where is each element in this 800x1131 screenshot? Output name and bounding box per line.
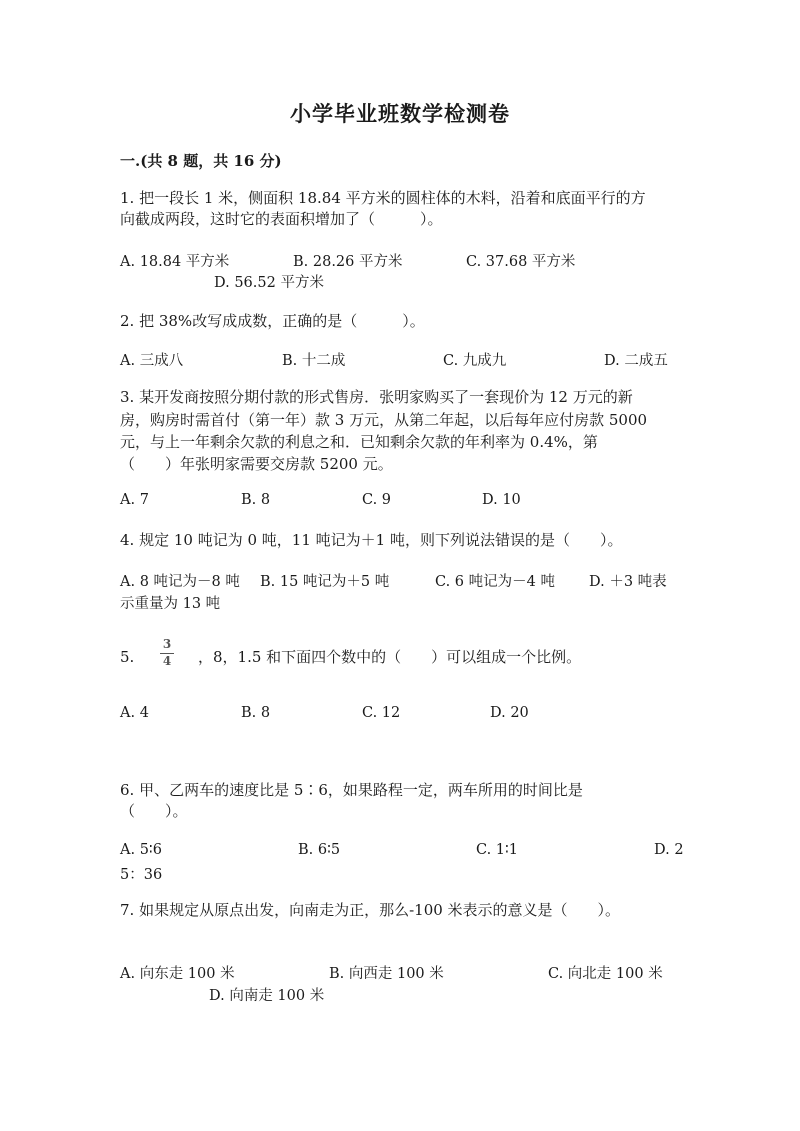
question-text: 3. 某开发商按照分期付款的形式售房．张明家购买了一套现价为 12 万元的新 [120, 388, 633, 406]
option-b: B. 28.26 平方米 [293, 254, 403, 270]
question-text: 房，购房时需首付（第一年）款 3 万元，从第二年起，以后每年应付房款 5000 [120, 411, 648, 429]
option-c: C. 向北走 100 米 [548, 966, 663, 982]
page-title: 小学毕业班数学检测卷 [290, 101, 510, 126]
option-c: C. 37.68 平方米 [466, 254, 576, 270]
option-a: A. 18.84 平方米 [120, 254, 230, 270]
option-b: B. 十二成 [282, 353, 346, 369]
option-d-continued: 示重量为 13 吨 [120, 596, 221, 612]
question-text: ，8，1.5 和下面四个数中的（ ）可以组成一个比例。 [198, 648, 582, 666]
option-b: B. 15 吨记为＋5 吨 [260, 574, 390, 590]
option-d: D. 二成五 [604, 353, 668, 369]
option-b: B. 8 [241, 705, 271, 721]
fraction-denominator: 4 [162, 654, 172, 668]
option-a: A. 向东走 100 米 [120, 966, 235, 982]
option-c: C. 9 [362, 492, 392, 508]
question-text: （ ）年张明家需要交房款 5200 元。 [120, 455, 393, 473]
fraction-numerator: 3 [162, 637, 172, 651]
option-a: A. 5∶6 [120, 842, 162, 858]
option-d: D. 56.52 平方米 [214, 275, 324, 291]
option-b: B. 6∶5 [298, 842, 341, 858]
question-text: 4. 规定 10 吨记为 0 吨，11 吨记为＋1 吨，则下列说法错误的是（ ）。 [120, 531, 623, 549]
option-b: B. 向西走 100 米 [329, 966, 444, 982]
question-text: 6. 甲、乙两车的速度比是 5∶6，如果路程一定，两车所用的时间比是 [120, 781, 583, 799]
option-d: D. 10 [482, 492, 521, 508]
option-d: D. 向南走 100 米 [209, 988, 325, 1004]
option-a: A. 三成八 [120, 353, 184, 369]
option-d-continued: 5：36 [120, 867, 163, 883]
question-text: 元，与上一年剩余欠款的利息之和．已知剩余欠款的年利率为 0.4%，第 [120, 433, 598, 451]
section-heading: 一.(共 8 题，共 16 分) [120, 152, 282, 170]
question-text: （ ）。 [120, 802, 188, 820]
option-c: C. 九成九 [443, 353, 507, 369]
option-d: D. ＋3 吨表 [589, 574, 667, 590]
fraction-three-quarters [160, 638, 174, 668]
question-text: 2. 把 38%改写成成数，正确的是（ ）。 [120, 312, 425, 330]
question-text: 1. 把一段长 1 米，侧面积 18.84 平方米的圆柱体的木料，沿着和底面平行的方 [120, 189, 646, 207]
option-c: C. 12 [362, 705, 401, 721]
option-a: A. 7 [120, 492, 149, 508]
question-text: 7. 如果规定从原点出发，向南走为正，那么-100 米表示的意义是（ ）。 [120, 901, 621, 919]
option-d: D. 20 [490, 705, 529, 721]
option-d: D. 2 [654, 842, 684, 858]
option-c: C. 6 吨记为－4 吨 [435, 574, 555, 590]
option-b: B. 8 [241, 492, 271, 508]
question-text: 向截成两段，这时它的表面积增加了（ ）。 [120, 210, 443, 228]
option-c: C. 1∶1 [476, 842, 519, 858]
option-a: A. 8 吨记为－8 吨 [120, 574, 240, 590]
question-number: 5. [120, 648, 135, 666]
option-a: A. 4 [120, 705, 149, 721]
